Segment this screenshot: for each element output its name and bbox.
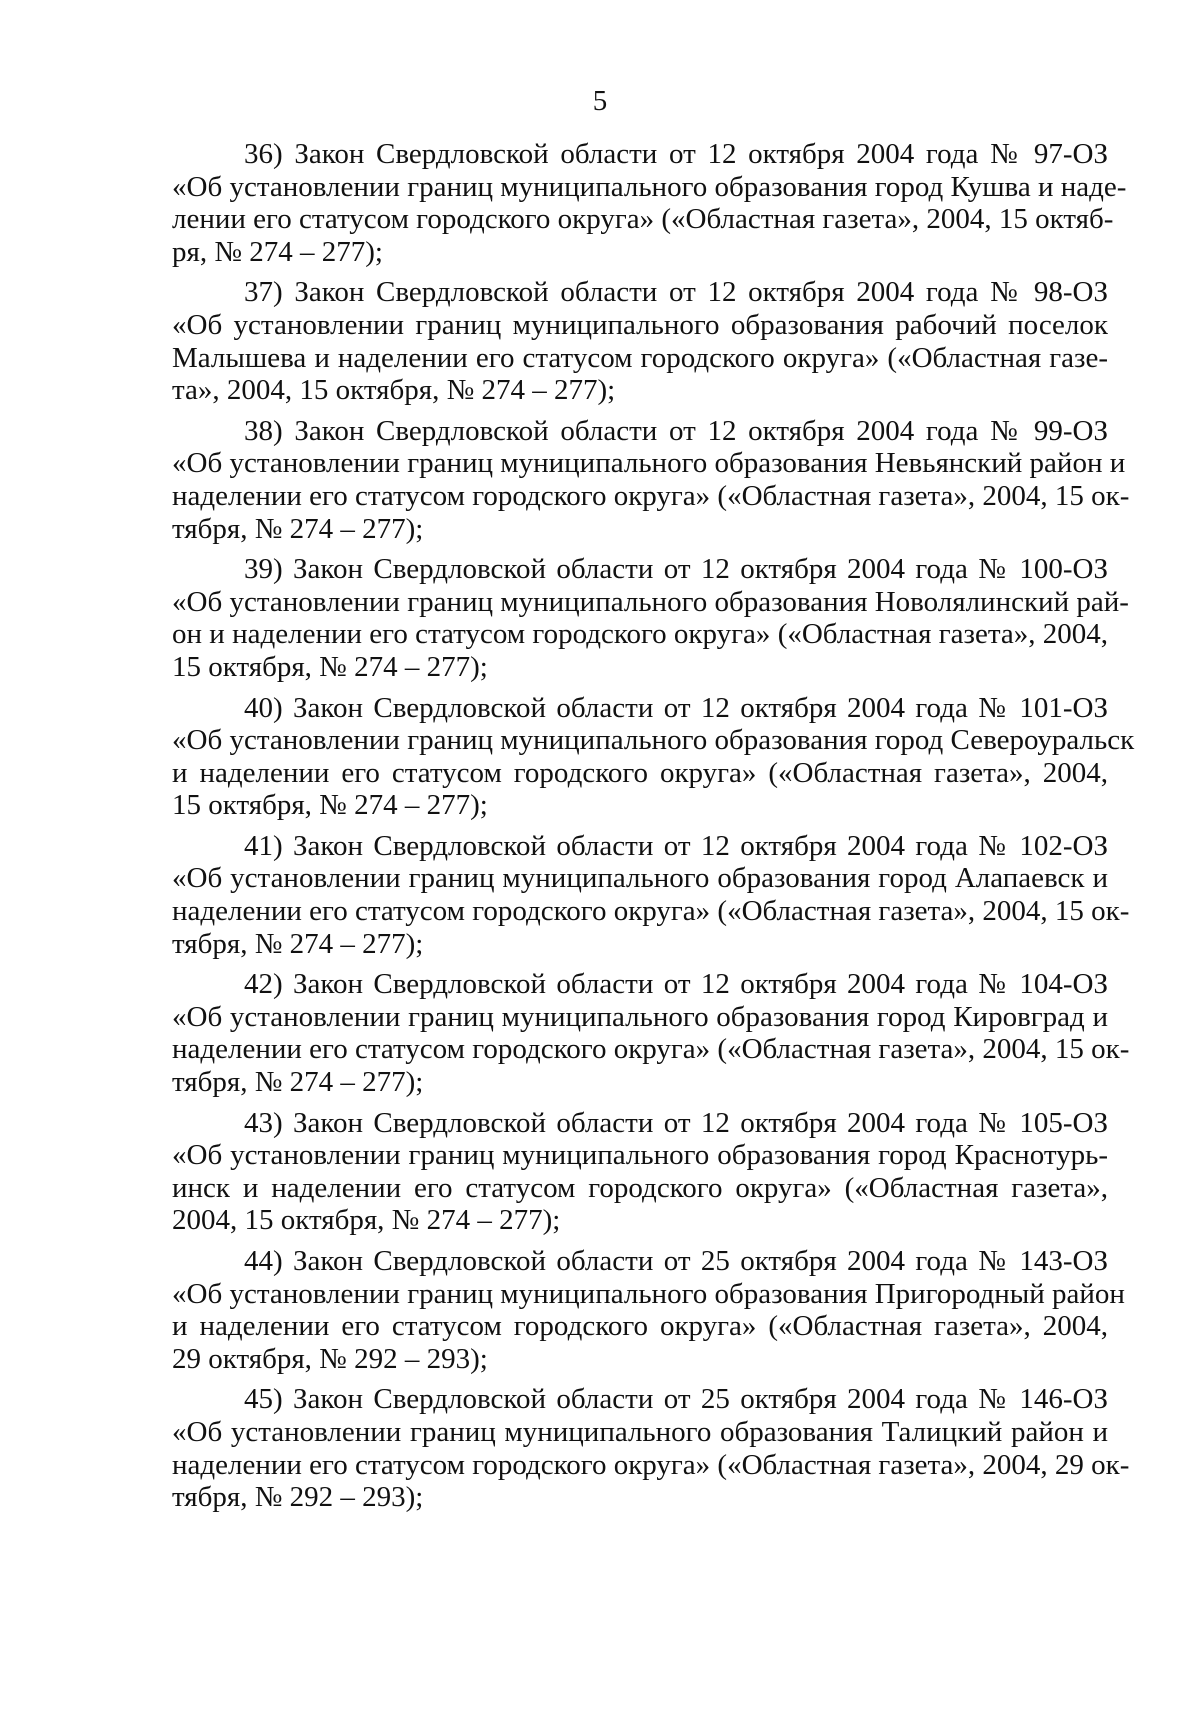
law-list-item — [172, 968, 1130, 1099]
law-item-line: 40) Закон Свердловской области от 12 октября 2004 года № 101-ОЗ — [244, 691, 1108, 724]
law-list-item — [172, 829, 1130, 960]
law-item-line: и наделении его статусом городского округа» («Областная газета», 2004, — [172, 1310, 1108, 1343]
law-item-line: 42) Закон Свердловской области от 12 октября 2004 года № 104-ОЗ — [244, 968, 1108, 1001]
law-list-item — [172, 1107, 1108, 1237]
page-number: 5 — [592, 85, 608, 117]
law-item-line: 2004, 15 октября, № 274 – 277); — [172, 1204, 561, 1237]
law-item-line: тября, № 274 – 277); — [172, 1066, 424, 1099]
law-item-line: ря, № 274 – 277); — [172, 235, 383, 268]
law-item-line: наделении его статусом городского округа» («Областная газета», 2004, 15 ок- — [172, 895, 1130, 928]
law-item-line: Малышева и наделении его статусом городского округа» («Областная газе- — [172, 341, 1108, 374]
law-item-line: он и наделении его статусом городского округа» («Областная газета», 2004, — [172, 618, 1108, 651]
law-item-line: и наделении его статусом городского округа» («Областная газета», 2004, — [172, 756, 1108, 789]
law-item-line: «Об установлении границ муниципального образования город Кировград и — [172, 1000, 1108, 1033]
law-item-line: 39) Закон Свердловской области от 12 октября 2004 года № 100-ОЗ — [244, 553, 1108, 586]
law-item-line: та», 2004, 15 октября, № 274 – 277); — [172, 374, 616, 407]
law-item-line: «Об установлении границ муниципального образования рабочий поселок — [172, 308, 1108, 341]
law-item-line: «Об установлении границ муниципального образования Пригородный район — [172, 1277, 1125, 1310]
law-item-line: 43) Закон Свердловской области от 12 октября 2004 года № 105-ОЗ — [244, 1106, 1108, 1139]
law-list-item — [172, 1383, 1130, 1514]
law-item-line: тября, № 292 – 293); — [172, 1481, 424, 1514]
law-item-line: «Об установлении границ муниципального образования город Кушва и наде- — [172, 170, 1127, 203]
law-item-line: инск и наделении его статусом городского округа» («Областная газета», — [172, 1171, 1108, 1204]
law-item-line: тября, № 274 – 277); — [172, 927, 424, 960]
law-item-line: 15 октября, № 274 – 277); — [172, 789, 488, 822]
law-item-line: 38) Закон Свердловской области от 12 октября 2004 года № 99-ОЗ — [244, 414, 1108, 447]
law-item-line: 29 октября, № 292 – 293); — [172, 1342, 488, 1375]
law-item-line: «Об установлении границ муниципального образования Невьянский район и — [172, 447, 1126, 480]
law-item-line: «Об установлении границ муниципального образования город Североуральск — [172, 724, 1135, 757]
law-list-item — [172, 414, 1130, 545]
law-item-line: «Об установлении границ муниципального образования город Краснотурь- — [172, 1139, 1108, 1172]
law-list-item — [172, 1245, 1125, 1375]
law-list — [172, 138, 1135, 1522]
law-item-line: «Об установлении границ муниципального образования Талицкий район и — [172, 1415, 1108, 1448]
law-item-line: 44) Закон Свердловской области от 25 октября 2004 года № 143-ОЗ — [244, 1245, 1108, 1277]
law-item-line: лении его статусом городского округа» («Областная газета», 2004, 15 октяб- — [172, 203, 1114, 236]
law-list-item — [172, 138, 1127, 268]
law-list-item — [172, 553, 1129, 683]
law-item-line: наделении его статусом городского округа» («Областная газета», 2004, 15 ок- — [172, 479, 1130, 512]
law-item-line: «Об установлении границ муниципального образования Новолялинский рай- — [172, 585, 1129, 618]
law-item-line: 15 октября, № 274 – 277); — [172, 650, 488, 683]
law-item-line: 45) Закон Свердловской области от 25 октября 2004 года № 146-ОЗ — [244, 1383, 1108, 1416]
law-list-item — [172, 691, 1135, 822]
law-item-line: «Об установлении границ муниципального образования город Алапаевск и — [172, 862, 1108, 895]
law-item-line: 36) Закон Свердловской области от 12 октября 2004 года № 97-ОЗ — [244, 138, 1108, 170]
law-list-item — [172, 276, 1108, 406]
law-item-line: наделении его статусом городского округа» («Областная газета», 2004, 15 ок- — [172, 1033, 1130, 1066]
law-item-line: наделении его статусом городского округа» («Областная газета», 2004, 29 ок- — [172, 1448, 1130, 1481]
law-item-line: 37) Закон Свердловской области от 12 октября 2004 года № 98-ОЗ — [244, 276, 1108, 309]
law-item-line: 41) Закон Свердловской области от 12 октября 2004 года № 102-ОЗ — [244, 829, 1108, 862]
law-item-line: тября, № 274 – 277); — [172, 512, 424, 545]
